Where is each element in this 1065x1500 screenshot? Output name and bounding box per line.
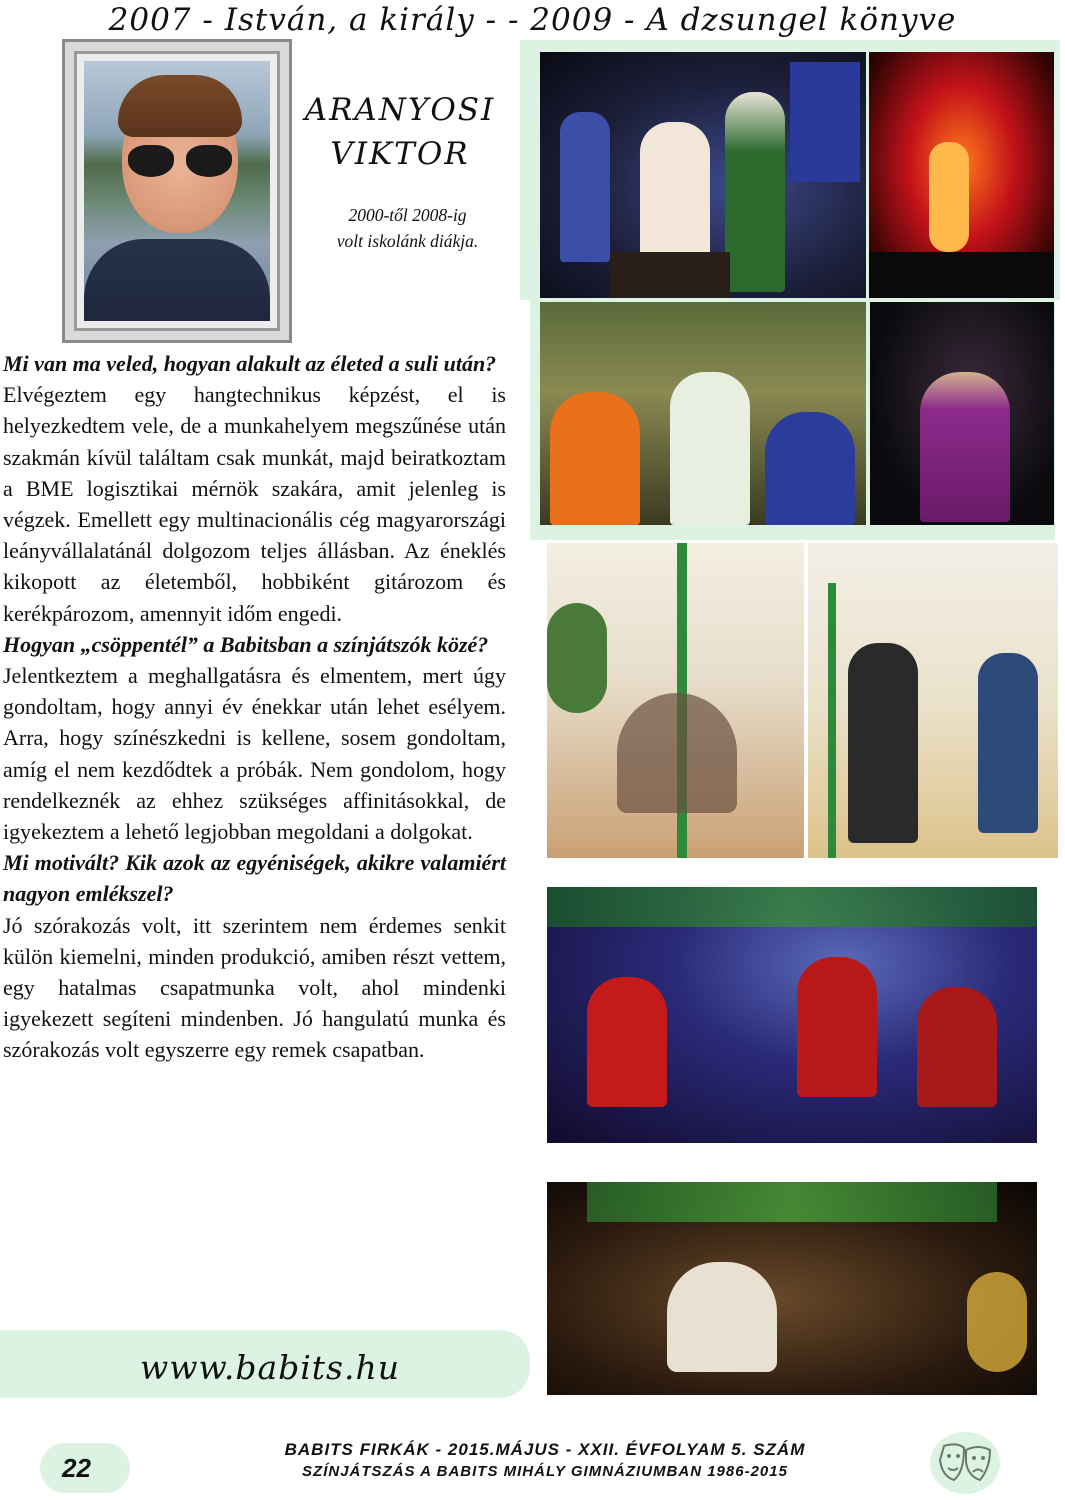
answer-1: Elvégeztem egy hangtechnikus képzést, el is helyezkedtem vele, de a munkahelyem megszűnése után szakmán kívül találtam csak munkát, majd beiratkoztam a BME logisztikai mérnök szakára, amit jelenleg is végzek. Emellett egy multinacionális cég magyarországi leányvállalatánál dolgozom teljes állásban. Az éneklés kikopott az életemből, hobbiként gitározom és kerékpározom, amennyit időm engedi. [3, 382, 506, 626]
answer-3: Jó szórakozás volt, itt szerintem nem érdemes senkit külön kiemelni, minden produkció, amiben részt vettem, egy hatalmas csapatmunka volt, ahol mindenki igyekezett segíteni mindenben. Jó hangulatú munka és szórakozás volt egyszerre egy remek csapatban. [3, 912, 506, 1063]
portrait-photo [84, 61, 270, 321]
footer-issue: BABITS FIRKÁK - 2015.MÁJUS - XXII. ÉVFOLYAM 5. SZÁM [284, 1440, 806, 1459]
rehearsal-photo-hall [547, 543, 804, 858]
answer-2: Jelentkeztem a meghallgatásra és elmentem, mert úgy gondoltam, hogy annyi év énekkar után lehet esélyem. Arra, hogy színészkedni is kellene, sosem gondoltam, amíg el nem kezdődtek a próbák. Nem gondolom, hogy rendelkeznék az ehhez szükséges affinitásokkal, de igyekeztem a lehető legjobban megoldani a dolgokat. [3, 663, 506, 845]
question-2: Hogyan „csöppentél” a Babitsban a színjátszók közé? [3, 631, 489, 657]
question-3: Mi motivált? Kik azok az egyéniségek, akikre valamiért nagyon emlékszel? [3, 850, 506, 907]
person-name-line2: VIKTOR [330, 136, 470, 172]
page-title: 2007 - István, a király - - 2009 - A dzsungel könyve [108, 2, 957, 38]
theater-masks-icon [930, 1432, 1000, 1494]
student-period [300, 202, 515, 254]
person-name [300, 88, 500, 176]
stage-photo-red-light [869, 52, 1054, 298]
jungle-photo-dance [547, 887, 1037, 1143]
page-number: 22 [62, 1453, 91, 1483]
portrait-frame [62, 39, 292, 343]
student-period-line2: volt iskolánk diákja. [336, 231, 479, 251]
stage-photo-costumes [540, 302, 866, 525]
question-1: Mi van ma veled, hogyan alakult az életed a suli után? [3, 351, 497, 376]
stage-photo-purple [870, 302, 1054, 525]
rehearsal-photo-dancers [808, 543, 1058, 858]
interview-text [3, 348, 506, 1066]
student-period-line1: 2000-től 2008-ig [348, 205, 467, 225]
stage-photo-king [540, 52, 866, 298]
person-name-line1: ARANYOSI [304, 92, 496, 128]
footer-subtitle: SZÍNJÁTSZÁS A BABITS MIHÁLY GIMNÁZIUMBAN 1986-2015 [302, 1463, 788, 1480]
jungle-photo-stage [547, 1182, 1037, 1395]
website-link[interactable]: www.babits.hu [140, 1348, 400, 1387]
